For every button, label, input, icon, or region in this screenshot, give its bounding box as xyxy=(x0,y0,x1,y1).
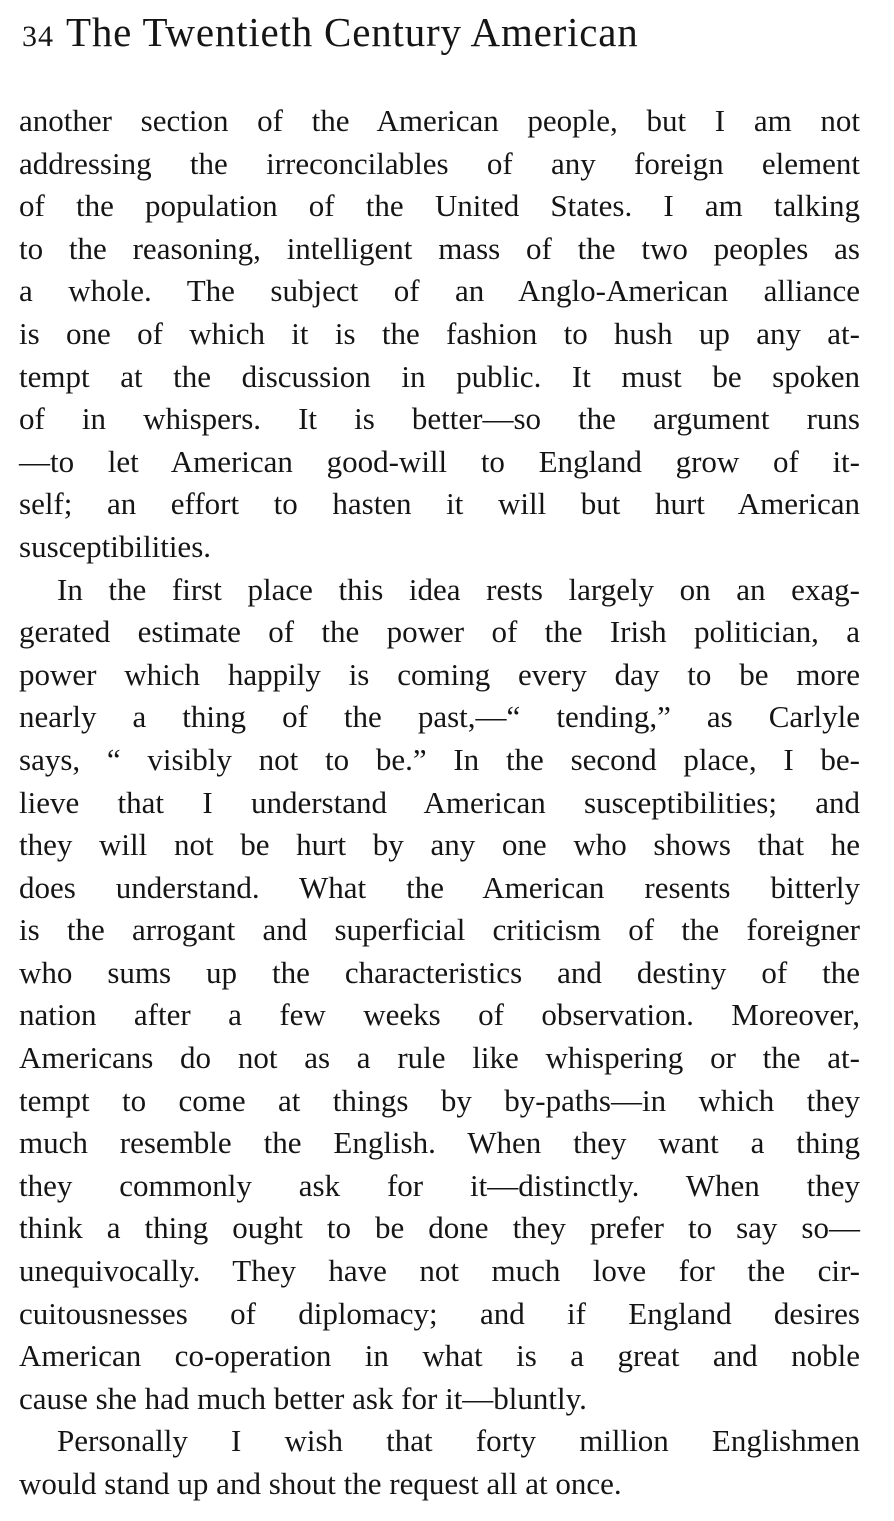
text-line: of in whispers. It is better—so the argument runs xyxy=(19,401,860,437)
text-line: American co-operation in what is a great and noble xyxy=(19,1338,860,1374)
paragraph-first-place xyxy=(19,569,860,1421)
text-line: they commonly ask for it—distinctly. When they xyxy=(19,1167,860,1203)
text-line: another section of the American people, but I am not xyxy=(19,103,860,138)
text-line: tempt to come at things by by-paths—in which they xyxy=(19,1082,860,1118)
text-line: —to let American good-will to England grow of it- xyxy=(19,443,860,479)
text-line: power which happily is coming every day to be more xyxy=(19,656,860,692)
text-line: susceptibilities. xyxy=(19,528,212,564)
paragraph-personally xyxy=(19,1420,860,1505)
text-line: they will not be hurt by any one who shows that he xyxy=(19,827,860,863)
text-line: cause she had much better ask for it—bluntly. xyxy=(19,1380,587,1416)
text-line: tempt at the discussion in public. It must be spoken xyxy=(19,358,860,394)
text-line: gerated estimate of the power of the Irish politician, a xyxy=(19,614,860,650)
text-line: who sums up the characteristics and destiny of the xyxy=(19,954,860,990)
text-line: unequivocally. They have not much love for the cir- xyxy=(19,1253,860,1289)
text-line: In the first place this idea rests largely on an exag- xyxy=(57,571,860,607)
text-line: addressing the irreconcilables of any foreign element xyxy=(19,145,860,181)
text-line: does understand. What the American resents bitterly xyxy=(19,869,860,905)
text-line: Americans do not as a rule like whispering or the at- xyxy=(19,1040,860,1076)
text-line: says, “ visibly not to be.” In the second place, I be- xyxy=(19,741,860,777)
text-line: nearly a thing of the past,—“ tending,” as Carlyle xyxy=(19,699,860,735)
text-line: much resemble the English. When they want a thing xyxy=(19,1125,860,1161)
text-line: of the population of the United States. I am talking xyxy=(19,188,860,224)
text-line: self; an effort to hasten it will but hurt American xyxy=(19,486,860,522)
text-line: a whole. The subject of an Anglo-American alliance xyxy=(19,273,860,309)
body-text xyxy=(19,100,860,1506)
running-title: The Twentieth Century American xyxy=(66,9,639,55)
page-number: 34 xyxy=(22,20,54,53)
text-line: think a thing ought to be done they prefer to say so— xyxy=(19,1210,860,1246)
text-line: nation after a few weeks of observation. Moreover, xyxy=(19,997,860,1033)
text-line: would stand up and shout the request all at once. xyxy=(19,1466,622,1501)
text-line: lieve that I understand American susceptibilities; and xyxy=(19,784,860,820)
running-head xyxy=(22,8,882,68)
paragraph-continuation xyxy=(19,100,860,569)
text-line: Personally I wish that forty million Englishmen xyxy=(57,1423,860,1459)
text-line: is the arrogant and superficial criticism of the foreigner xyxy=(19,912,860,948)
text-line: cuitousnesses of diplomacy; and if England desires xyxy=(19,1295,860,1331)
text-line: is one of which it is the fashion to hush up any at- xyxy=(19,315,860,351)
text-line: to the reasoning, intelligent mass of the two peoples as xyxy=(19,230,860,266)
